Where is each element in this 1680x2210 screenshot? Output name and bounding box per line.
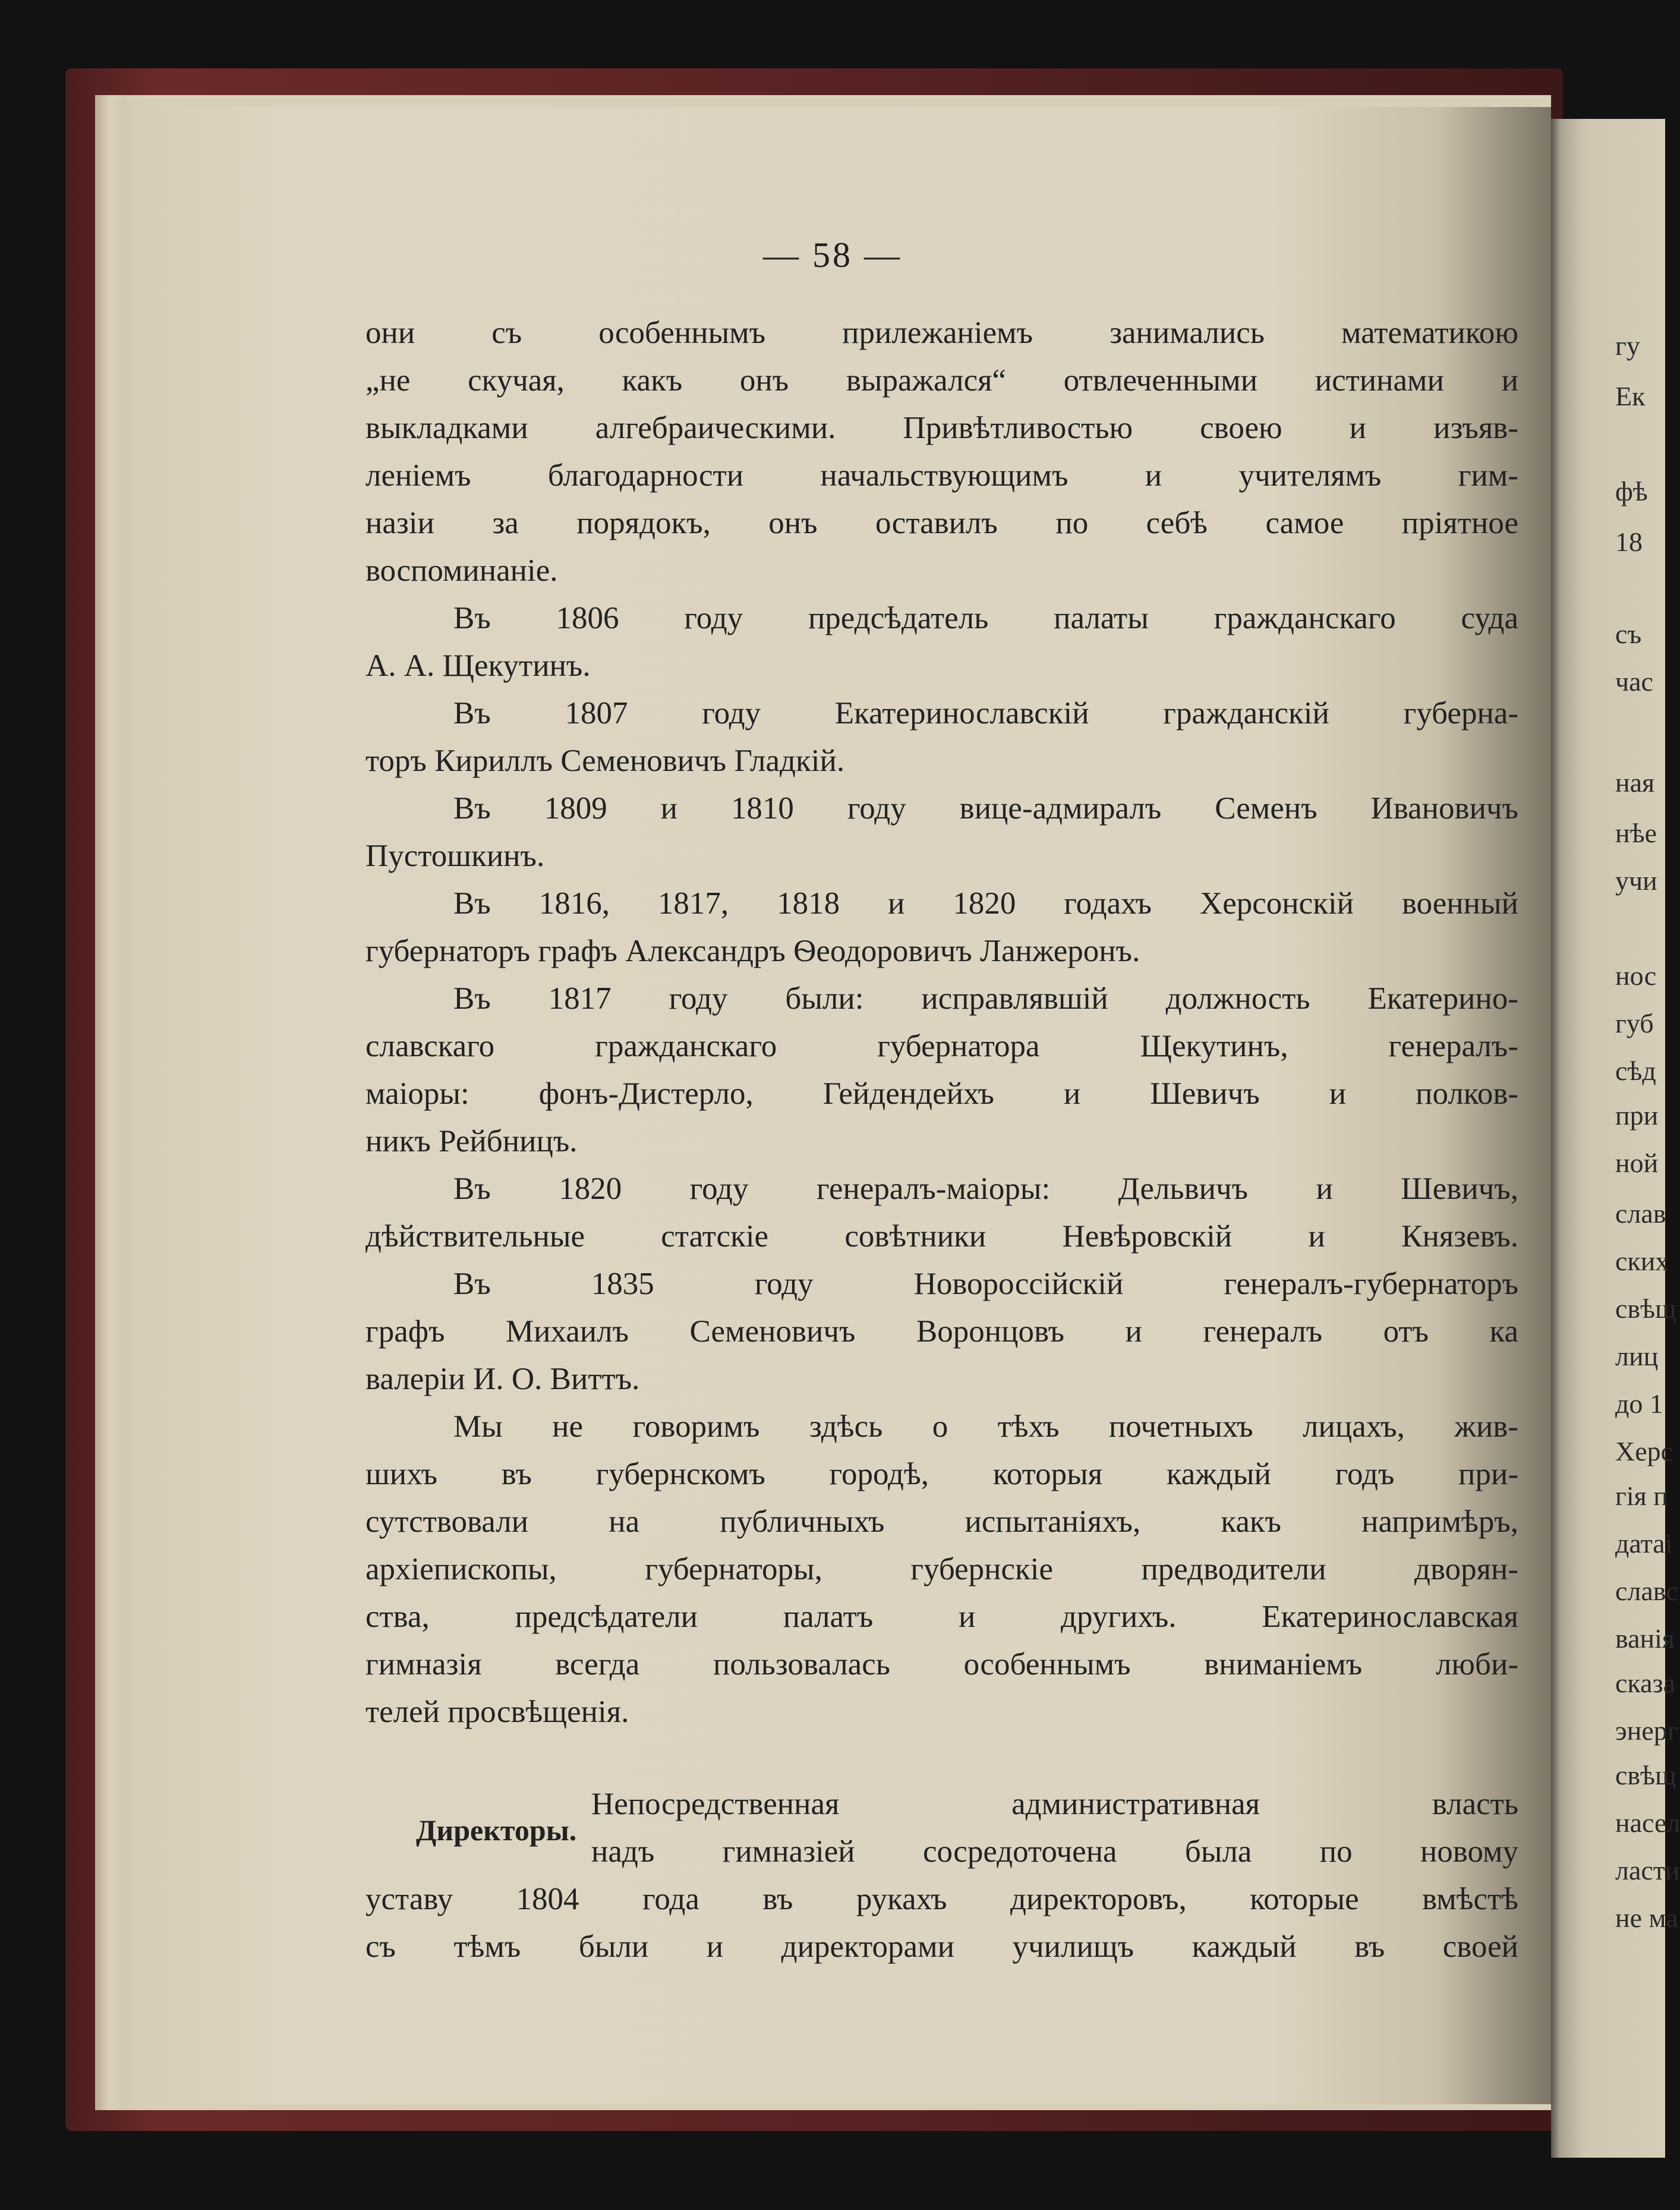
right-page-fragment: свѣщ xyxy=(1615,1760,1676,1790)
text-line: леніемъ благодарности начальствующимъ и учителямъ гим- xyxy=(365,458,1518,493)
right-page-fragment: слав xyxy=(1615,1198,1666,1229)
right-page-fragment: ванія xyxy=(1615,1623,1675,1654)
right-page-fragment: свѣщ xyxy=(1615,1293,1676,1324)
right-page-fragment: славс xyxy=(1615,1576,1678,1606)
text-line: ства, предсѣдатели палатъ и другихъ. Екатеринославская xyxy=(365,1600,1518,1634)
text-line: графъ Михаилъ Семеновичъ Воронцовъ и генералъ отъ ка xyxy=(365,1314,1518,1349)
text-line: торъ Кириллъ Семеновичъ Гладкій. xyxy=(365,744,845,778)
right-page-fragment: лиц xyxy=(1615,1341,1659,1371)
text-line: никъ Рейбницъ. xyxy=(365,1124,578,1158)
right-page-fragment: 18 xyxy=(1615,527,1643,557)
text-line: дѣйствительные статскіе совѣтники Невѣровскій и Князевъ. xyxy=(365,1219,1518,1254)
right-page-fragment: энерг xyxy=(1615,1715,1679,1746)
right-page xyxy=(1551,119,1665,2158)
text-line: Въ 1835 году Новороссійскій генералъ-губернаторъ xyxy=(453,1267,1518,1301)
director-text xyxy=(365,1780,1518,1970)
text-line: Въ 1809 и 1810 году вице-адмиралъ Семенъ Ивановичъ xyxy=(453,791,1518,826)
right-page-fragment: гу xyxy=(1615,330,1640,361)
right-page-fragment: учи xyxy=(1615,865,1657,896)
text-line: Въ 1806 году предсѣдатель палаты гражданскаго суда xyxy=(453,601,1518,635)
text-line: архіепископы, губернаторы, губернскіе предводители дворян- xyxy=(365,1552,1518,1586)
text-line: Въ 1807 году Екатеринославскій гражданскій губерна- xyxy=(453,696,1518,731)
right-page-fragment: фѣ xyxy=(1615,476,1648,506)
page-number: — 58 — xyxy=(763,235,902,275)
text-line: А. А. Щекутинъ. xyxy=(365,648,591,683)
text-line: они съ особеннымъ прилежаніемъ занимались математикою xyxy=(365,316,1518,350)
text-line: назіи за порядокъ, онъ оставилъ по себѣ самое пріятное xyxy=(365,506,1518,540)
right-page-fragment: ной xyxy=(1615,1148,1659,1178)
right-page-fragment: нос xyxy=(1615,961,1657,991)
text-line: „не скучая, какъ онъ выражался“ отвлеченными истинами и xyxy=(365,363,1518,398)
text-line: Пустошкинъ. xyxy=(365,839,545,873)
text-line: уставу 1804 года въ рукахъ директоровъ, которые вмѣстѣ xyxy=(365,1882,1518,1916)
text-line: славскаго гражданскаго губернатора Щекутинъ, генералъ- xyxy=(365,1029,1518,1063)
text-line: гимназія всегда пользовалась особеннымъ вниманіемъ люби- xyxy=(365,1647,1518,1682)
right-page-fragment: Херс xyxy=(1615,1436,1673,1466)
right-page-fragment: при xyxy=(1615,1100,1659,1131)
side-heading: Директоры. xyxy=(416,1814,577,1847)
right-page-fragment: ная xyxy=(1615,767,1655,798)
right-page-fragment: нѣе xyxy=(1615,818,1657,848)
main-text xyxy=(365,309,1518,1736)
text-line: шихъ въ губернскомъ городѣ, которыя каждый годъ при- xyxy=(365,1457,1518,1491)
right-page-fragment: час xyxy=(1615,666,1653,697)
text-line: маіоры: фонъ-Дистерло, Гейдендейхъ и Шевичъ и полков- xyxy=(365,1076,1518,1111)
text-line: Въ 1817 году были: исправлявшій должность Екатерино- xyxy=(453,981,1518,1016)
right-page-fragment: ских xyxy=(1615,1246,1669,1276)
right-page-fragment: датаі xyxy=(1615,1528,1673,1559)
right-page-fragment: насел xyxy=(1615,1808,1680,1838)
right-page-fragment: губ xyxy=(1615,1008,1654,1038)
right-page-fragment: сказа xyxy=(1615,1668,1676,1698)
right-page-fragment: гія п xyxy=(1615,1481,1668,1511)
right-page-fragment: ласти xyxy=(1615,1855,1680,1885)
text-line: телей просвѣщенія. xyxy=(365,1695,629,1729)
text-line: выкладками алгебраическими. Привѣтливостью своею и изъяв- xyxy=(365,411,1518,445)
right-page-fragment: сѣд xyxy=(1615,1056,1656,1086)
text-line: воспоминаніе. xyxy=(365,553,558,588)
right-page-fragment: Ек xyxy=(1615,381,1646,411)
text-line: Въ 1820 году генералъ-маіоры: Дельвичъ и Шевичъ, xyxy=(453,1172,1518,1206)
text-line: Непосредственная административная власть xyxy=(591,1787,1518,1821)
text-line: сутствовали на публичныхъ испытаніяхъ, какъ напримѣръ, xyxy=(365,1504,1518,1539)
text-line: Мы не говоримъ здѣсь о тѣхъ почетныхъ лицахъ, жив- xyxy=(453,1409,1518,1444)
text-line: валеріи И. О. Виттъ. xyxy=(365,1362,640,1396)
text-line: губернаторъ графъ Александръ Ѳеодоровичъ Ланжеронъ. xyxy=(365,934,1140,968)
right-page-fragment: до 1 xyxy=(1615,1389,1663,1419)
text-line: Въ 1816, 1817, 1818 и 1820 годахъ Херсонскій военный xyxy=(453,886,1518,921)
right-page-fragment: не ма xyxy=(1615,1903,1678,1933)
right-page-fragment: съ xyxy=(1615,619,1642,649)
text-line: надъ гимназіей сосредоточена была по новому xyxy=(591,1834,1518,1869)
text-line: съ тѣмъ были и директорами училищъ каждый въ своей xyxy=(365,1929,1518,1964)
